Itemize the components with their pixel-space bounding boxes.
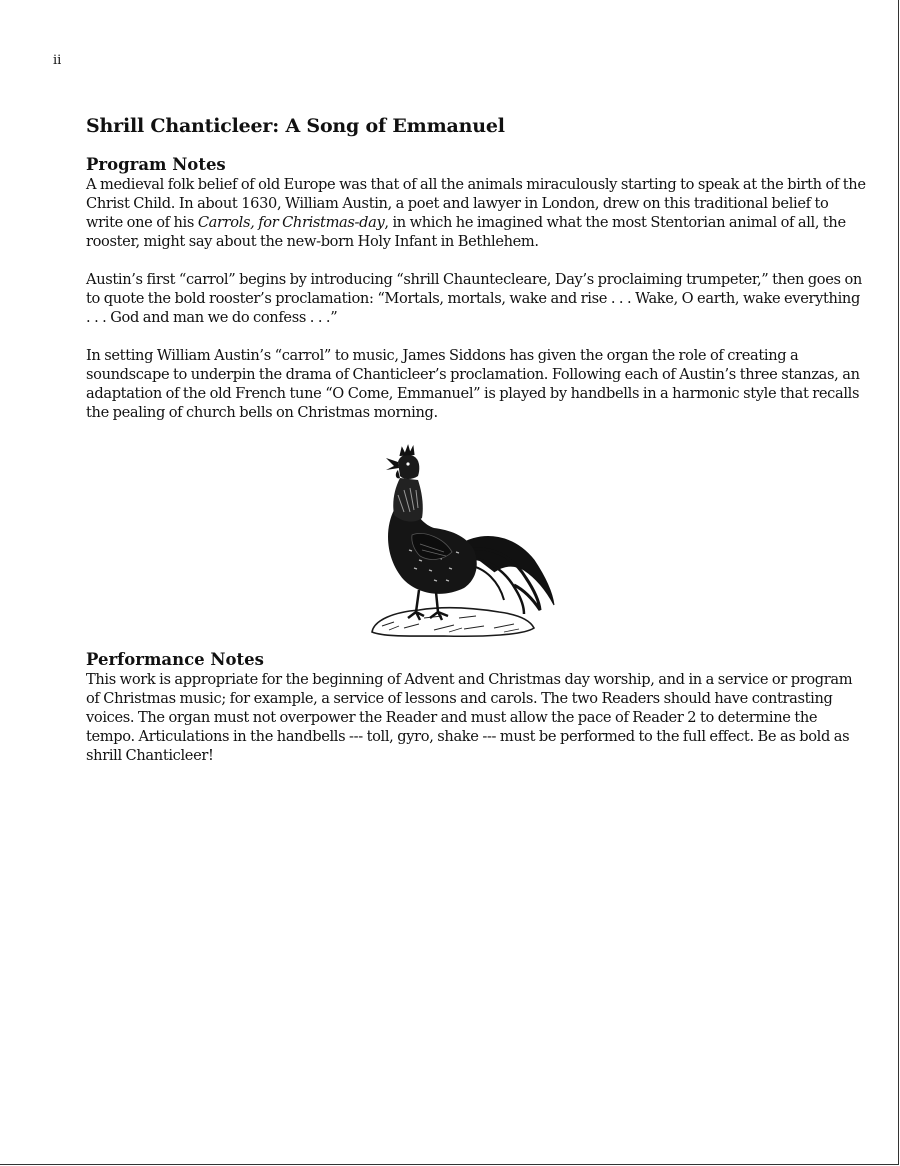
program-notes-paragraph-2: Austin’s first “carrol” begins by introducing “shrill Chauntecleare, Day’s proclaiming trumpeter,” then goes on to quote the bold rooster’s proclamation: “Mortals, mortals, wake and rise . . . Wake, O earth, wake everything . . . God and man we do confess . . .”	[86, 271, 862, 326]
program-notes-p1-text-b: , in which he imagined what the most Stentorian animal of all, the rooster, might say about the new-born Holy Infant in Bethlehem.	[86, 214, 846, 250]
document-body	[86, 114, 866, 765]
program-notes-paragraph-1	[86, 175, 866, 251]
page-number: ii	[53, 53, 62, 68]
program-notes-heading: Program Notes	[86, 155, 226, 174]
performance-notes-heading: Performance Notes	[86, 650, 264, 669]
carrols-title-italic: Carrols, for Christmas-day	[197, 214, 385, 231]
rooster-icon	[364, 440, 564, 640]
document-title: Shrill Chanticleer: A Song of Emmanuel	[86, 115, 505, 137]
rooster-illustration	[364, 440, 564, 640]
program-notes-paragraph-3: In setting William Austin’s “carrol” to music, James Siddons has given the organ the role of creating a soundscape to underpin the drama of Chanticleer’s proclamation. Following each of Austin’s three stanzas, an adaptation of the old French tune “O Come, Emmanuel” is played by handbells in a harmonic style that recalls the pealing of church bells on Christmas morning.	[86, 347, 860, 421]
performance-notes-paragraph: This work is appropriate for the beginning of Advent and Christmas day worship, and in a service or program of Christmas music; for example, a service of lessons and carols. The two Readers should have contrasting voices. The organ must not overpower the Reader and must allow the pace of Reader 2 to determine the tempo. Articulations in the handbells --- toll, gyro, shake --- must be performed to the full effect. Be as bold as shrill Chanticleer!	[86, 671, 853, 764]
program-notes-p1-text-a: A medieval folk belief of old Europe was that of all the animals miraculously starting to speak at the birth of the Christ Child. In about 1630, William Austin, a poet and lawyer in London, drew on this traditional belief to write one of his	[86, 176, 866, 231]
